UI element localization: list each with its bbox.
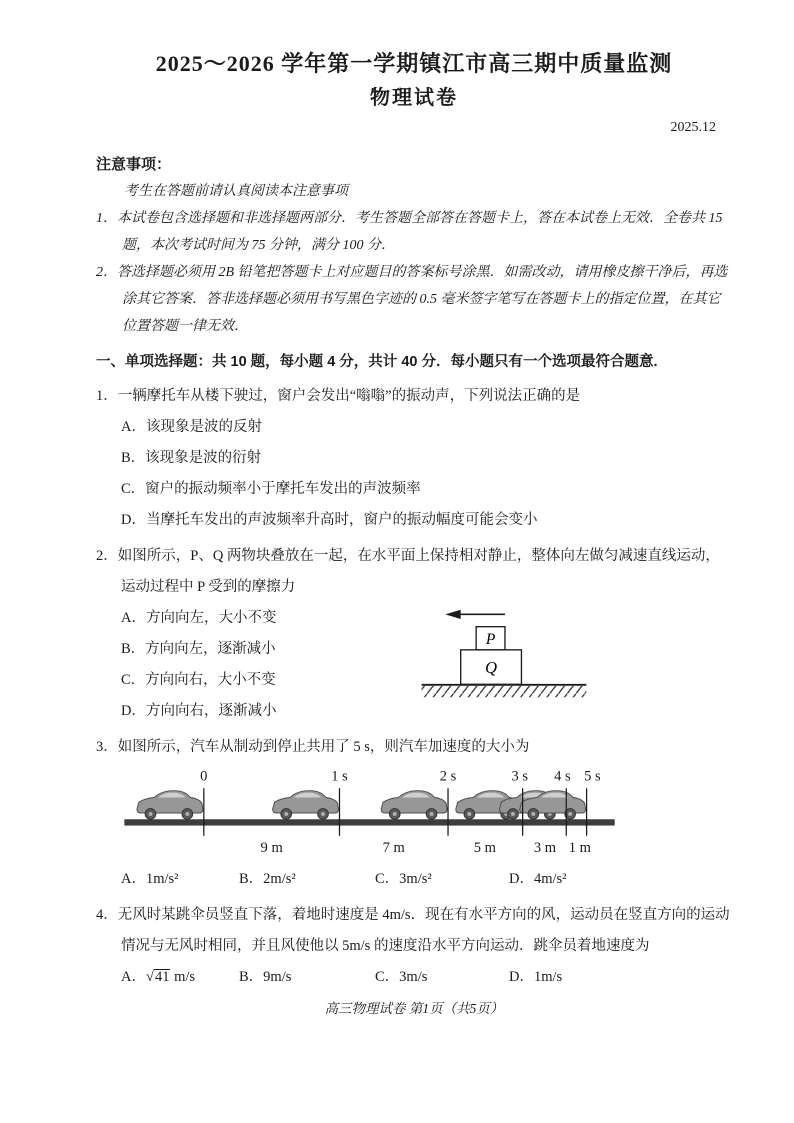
distance-label: 5 m	[473, 840, 496, 857]
time-label: 3 s	[511, 768, 529, 785]
distance-label: 3 m	[533, 840, 557, 857]
option-d: D．4m/s²	[509, 871, 567, 887]
road	[124, 819, 614, 825]
option-a	[121, 962, 239, 993]
question-1-options	[121, 412, 732, 536]
notice-section	[96, 152, 732, 340]
time-label: 1 s	[331, 768, 348, 785]
option-label: A．	[121, 969, 146, 985]
question-stem-text: 一辆摩托车从楼下驶过，窗户会发出“嗡嗡”的振动声，下列说法正确的是	[117, 388, 581, 404]
distance-label: 7 m	[382, 840, 405, 857]
notice-item-1: 1．本试卷包含选择题和非选择题两部分．考生答题全部答在答题卡上，答在本试卷上无效．全卷共 15 题，本次考试时间为 75 分钟，满分 100 分．	[96, 211, 723, 253]
question-4-stem	[96, 900, 732, 962]
sqrt-sign: √	[145, 969, 154, 985]
option-b: B．2m/s²	[239, 871, 296, 887]
option-a: A．1m/s²	[121, 871, 179, 887]
question-4	[96, 900, 732, 993]
exam-header	[96, 48, 732, 138]
sqrt-radicand: 41	[154, 969, 170, 985]
option-b: B．9m/s	[239, 969, 292, 985]
left-arrow-icon	[445, 610, 505, 619]
option-d: D．当摩托车发出的声波频率升高时，窗户的振动幅度可能会变小	[121, 512, 538, 528]
time-label: 0	[200, 768, 208, 785]
block-p-label: P	[485, 631, 496, 649]
option-d: D．1m/s	[509, 969, 563, 985]
option-unit: m/s	[170, 969, 196, 985]
distance-label: 1 m	[568, 840, 591, 857]
exam-subtitle: 物理试卷	[370, 87, 458, 109]
question-2-body	[96, 603, 732, 727]
blocks-on-ground-figure	[418, 603, 594, 707]
question-stem-text: 无风时某跳伞员竖直下落，着地时速度是 4m/s．现在有水平方向的风，运动员在竖直方向的运动情况与无风时相同，并且风使他以 5m/s 的速度沿水平方向运动．跳伞员着地速度为	[117, 907, 730, 954]
time-labels	[200, 769, 601, 785]
distance-label: 9 m	[260, 840, 283, 857]
question-number: 1．	[96, 388, 118, 404]
ground-hatching	[422, 686, 587, 697]
time-label: 2 s	[439, 768, 457, 785]
question-2	[96, 541, 732, 727]
notice-heading: 注意事项：	[96, 156, 172, 173]
question-number: 3．	[96, 739, 118, 755]
option-c: C．3m/s²	[375, 871, 432, 887]
block-q-label: Q	[485, 658, 498, 678]
option-c: C．3m/s	[375, 969, 428, 985]
option-a: A．该现象是波的反射	[121, 419, 262, 435]
exam-date: 2025.12	[670, 120, 716, 135]
notice-intro: 考生在答题前请认真阅读本注意事项	[124, 184, 348, 199]
question-1-stem	[96, 381, 732, 412]
option-d: D．方向向右，逐渐减小	[121, 703, 277, 719]
question-4-options	[121, 962, 732, 993]
notice-item-2: 2．答选择题必须用 2B 铅笔把答题卡上对应题目的答案标号涂黑．如需改动，请用橡皮擦干净后，再选涂其它答案．答非选择题必须用书写黑色字迹的 0.5 毫米签字笔写在答题卡上的指定位置，在其它位置答题一律无效．	[96, 265, 728, 334]
option-b: B．方向向左，逐渐减小	[121, 641, 276, 657]
option-c: C．窗户的振动频率小于摩托车发出的声波频率	[121, 481, 421, 497]
question-number: 4．	[96, 907, 118, 923]
braking-car-figure	[118, 765, 623, 859]
option-b: B．该现象是波的衍射	[121, 450, 262, 466]
question-2-stem	[96, 541, 732, 603]
time-label: 4 s	[554, 768, 571, 785]
question-3-stem	[96, 732, 732, 763]
distance-labels	[261, 840, 592, 856]
question-3	[96, 732, 732, 895]
option-a: A．方向向左，大小不变	[121, 610, 277, 626]
question-stem-text: 如图所示，汽车从制动到停止共用了 5 s，则汽车加速度的大小为	[117, 739, 530, 755]
question-stem-text: 如图所示，P、Q 两物块叠放在一起，在水平面上保持相对静止，整体向左做匀减速直线运动，运动过程中 P 受到的摩擦力	[117, 548, 720, 595]
option-c: C．方向向右，大小不变	[121, 672, 276, 688]
time-label: 5 s	[584, 768, 601, 785]
question-number: 2．	[96, 548, 118, 564]
question-3-options	[121, 864, 732, 895]
section-heading: 一、单项选择题：共 10 题，每小题 4 分，共计 40 分．每小题只有一个选项最符合题意.	[96, 354, 658, 370]
page-footer: 高三物理试卷 第1页（共5页）	[324, 1001, 504, 1016]
exam-title: 2025～2026 学年第一学期镇江市高三期中质量监测	[155, 51, 673, 76]
question-1	[96, 381, 732, 536]
